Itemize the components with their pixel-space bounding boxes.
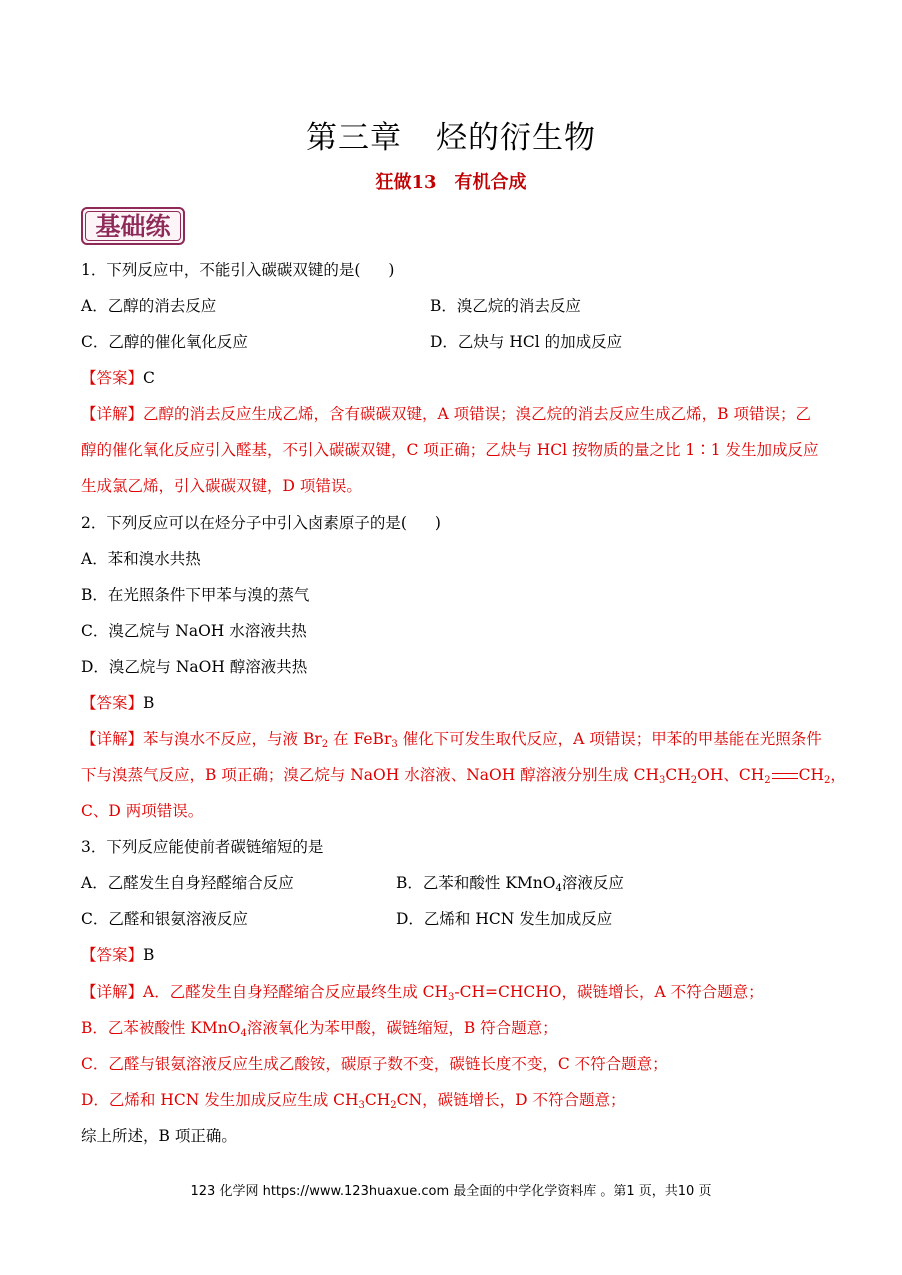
subtitle-prefix: 狂做13 <box>375 172 437 193</box>
q2-detail-line-2: 下与溴蒸气反应，B 项正确；溴乙烷与 NaOH 水溶液、NaOH 醇溶液分别生成 $CH_3CH_2OH$、$CH_2$ $CH_2$， <box>81 766 846 786</box>
subtitle-topic: 有机合成 <box>454 172 527 193</box>
q1-detail-line-2: 醇的催化氧化反应引入醛基，不引入碳碳双键，C 项正确；乙炔与 HCl 按物质的量之比 1∶1 发生加成反应 <box>81 441 819 459</box>
page-footer: 123 化学网 https://www.123huaxue.com 最全面的中学化学资料库 。第1 页，共10 页 <box>190 1184 712 1199</box>
q1-detail-line-3: 生成氯乙烯，引入碳碳双键，D 项错误。 <box>81 477 362 495</box>
chapter-title <box>0 112 902 157</box>
q1-option-d: D．乙炔与 HCl 的加成反应 <box>430 333 623 351</box>
q3-stem: 3．下列反应能使前者碳链缩短的是 <box>81 838 324 856</box>
q2-option-a: A．苯和溴水共热 <box>81 550 201 568</box>
q2-detail-line-3: C、D 两项错误。 <box>81 802 204 820</box>
q1-answer: 【答案】C <box>81 369 155 387</box>
basic-practice-badge <box>81 207 185 245</box>
chapter-name: 烃的衍生物 <box>436 120 596 156</box>
q1-stem: 1．下列反应中，不能引入碳碳双键的是( ) <box>81 261 395 279</box>
q3-option-c: C．乙醛和银氨溶液反应 <box>81 910 248 928</box>
q3-detail-line-3: C．乙醛与银氨溶液反应生成乙酸铵，碳原子数不变，碳链长度不变，C 不符合题意； <box>81 1055 668 1073</box>
q2-answer: 【答案】B <box>81 694 155 712</box>
q1-detail-line-1: 【详解】乙醇的消去反应生成乙烯，含有碳碳双键，A 项错误；溴乙烷的消去反应生成乙烯，B 项错误；乙 <box>81 405 811 423</box>
q3-summary: 综上所述，B 项正确。 <box>81 1127 237 1145</box>
q3-detail-line-2: B．乙苯被酸性 KMnO$_4$溶液氧化为苯甲酸，碳链缩短，B 符合题意； <box>81 1019 558 1039</box>
q2-detail-line-1: 【详解】苯与溴水不反应，与液 $Br_2$ 在 FeBr$_3$ 催化下可发生取代反应，A 项错误；甲苯的甲基能在光照条件 <box>81 730 822 750</box>
section-subtitle <box>0 168 902 194</box>
q3-option-d: D．乙烯和 HCN 发生加成反应 <box>396 910 613 928</box>
badge-label: 基础练 <box>85 211 181 241</box>
chapter-number: 第三章 <box>306 120 402 156</box>
q1-option-b: B．溴乙烷的消去反应 <box>430 297 581 315</box>
q3-answer: 【答案】B <box>81 946 155 964</box>
q2-option-c: C．溴乙烷与 NaOH 水溶液共热 <box>81 622 307 640</box>
q1-option-a: A．乙醇的消去反应 <box>81 297 217 315</box>
q3-detail-line-1: 【详解】A．乙醛发生自身羟醛缩合反应最终生成 $CH_3-CH=CHCHO$，碳链增长，A 不符合题意； <box>81 983 764 1003</box>
q1-option-c: C．乙醇的催化氧化反应 <box>81 333 248 351</box>
q2-option-d: D．溴乙烷与 NaOH 醇溶液共热 <box>81 658 308 676</box>
q3-option-a: A．乙醛发生自身羟醛缩合反应 <box>81 874 294 892</box>
q3-option-b: B．乙苯和酸性 KMnO$_4$溶液反应 <box>396 874 624 894</box>
q2-stem: 2．下列反应可以在烃分子中引入卤素原子的是( ) <box>81 514 441 532</box>
q2-option-b: B．在光照条件下甲苯与溴的蒸气 <box>81 586 310 604</box>
double-bond-symbol <box>772 773 798 779</box>
q3-detail-line-4: D．乙烯和 HCN 发生加成反应生成 $CH_3CH_2CN$，碳链增长，D 不符合题意； <box>81 1091 626 1111</box>
